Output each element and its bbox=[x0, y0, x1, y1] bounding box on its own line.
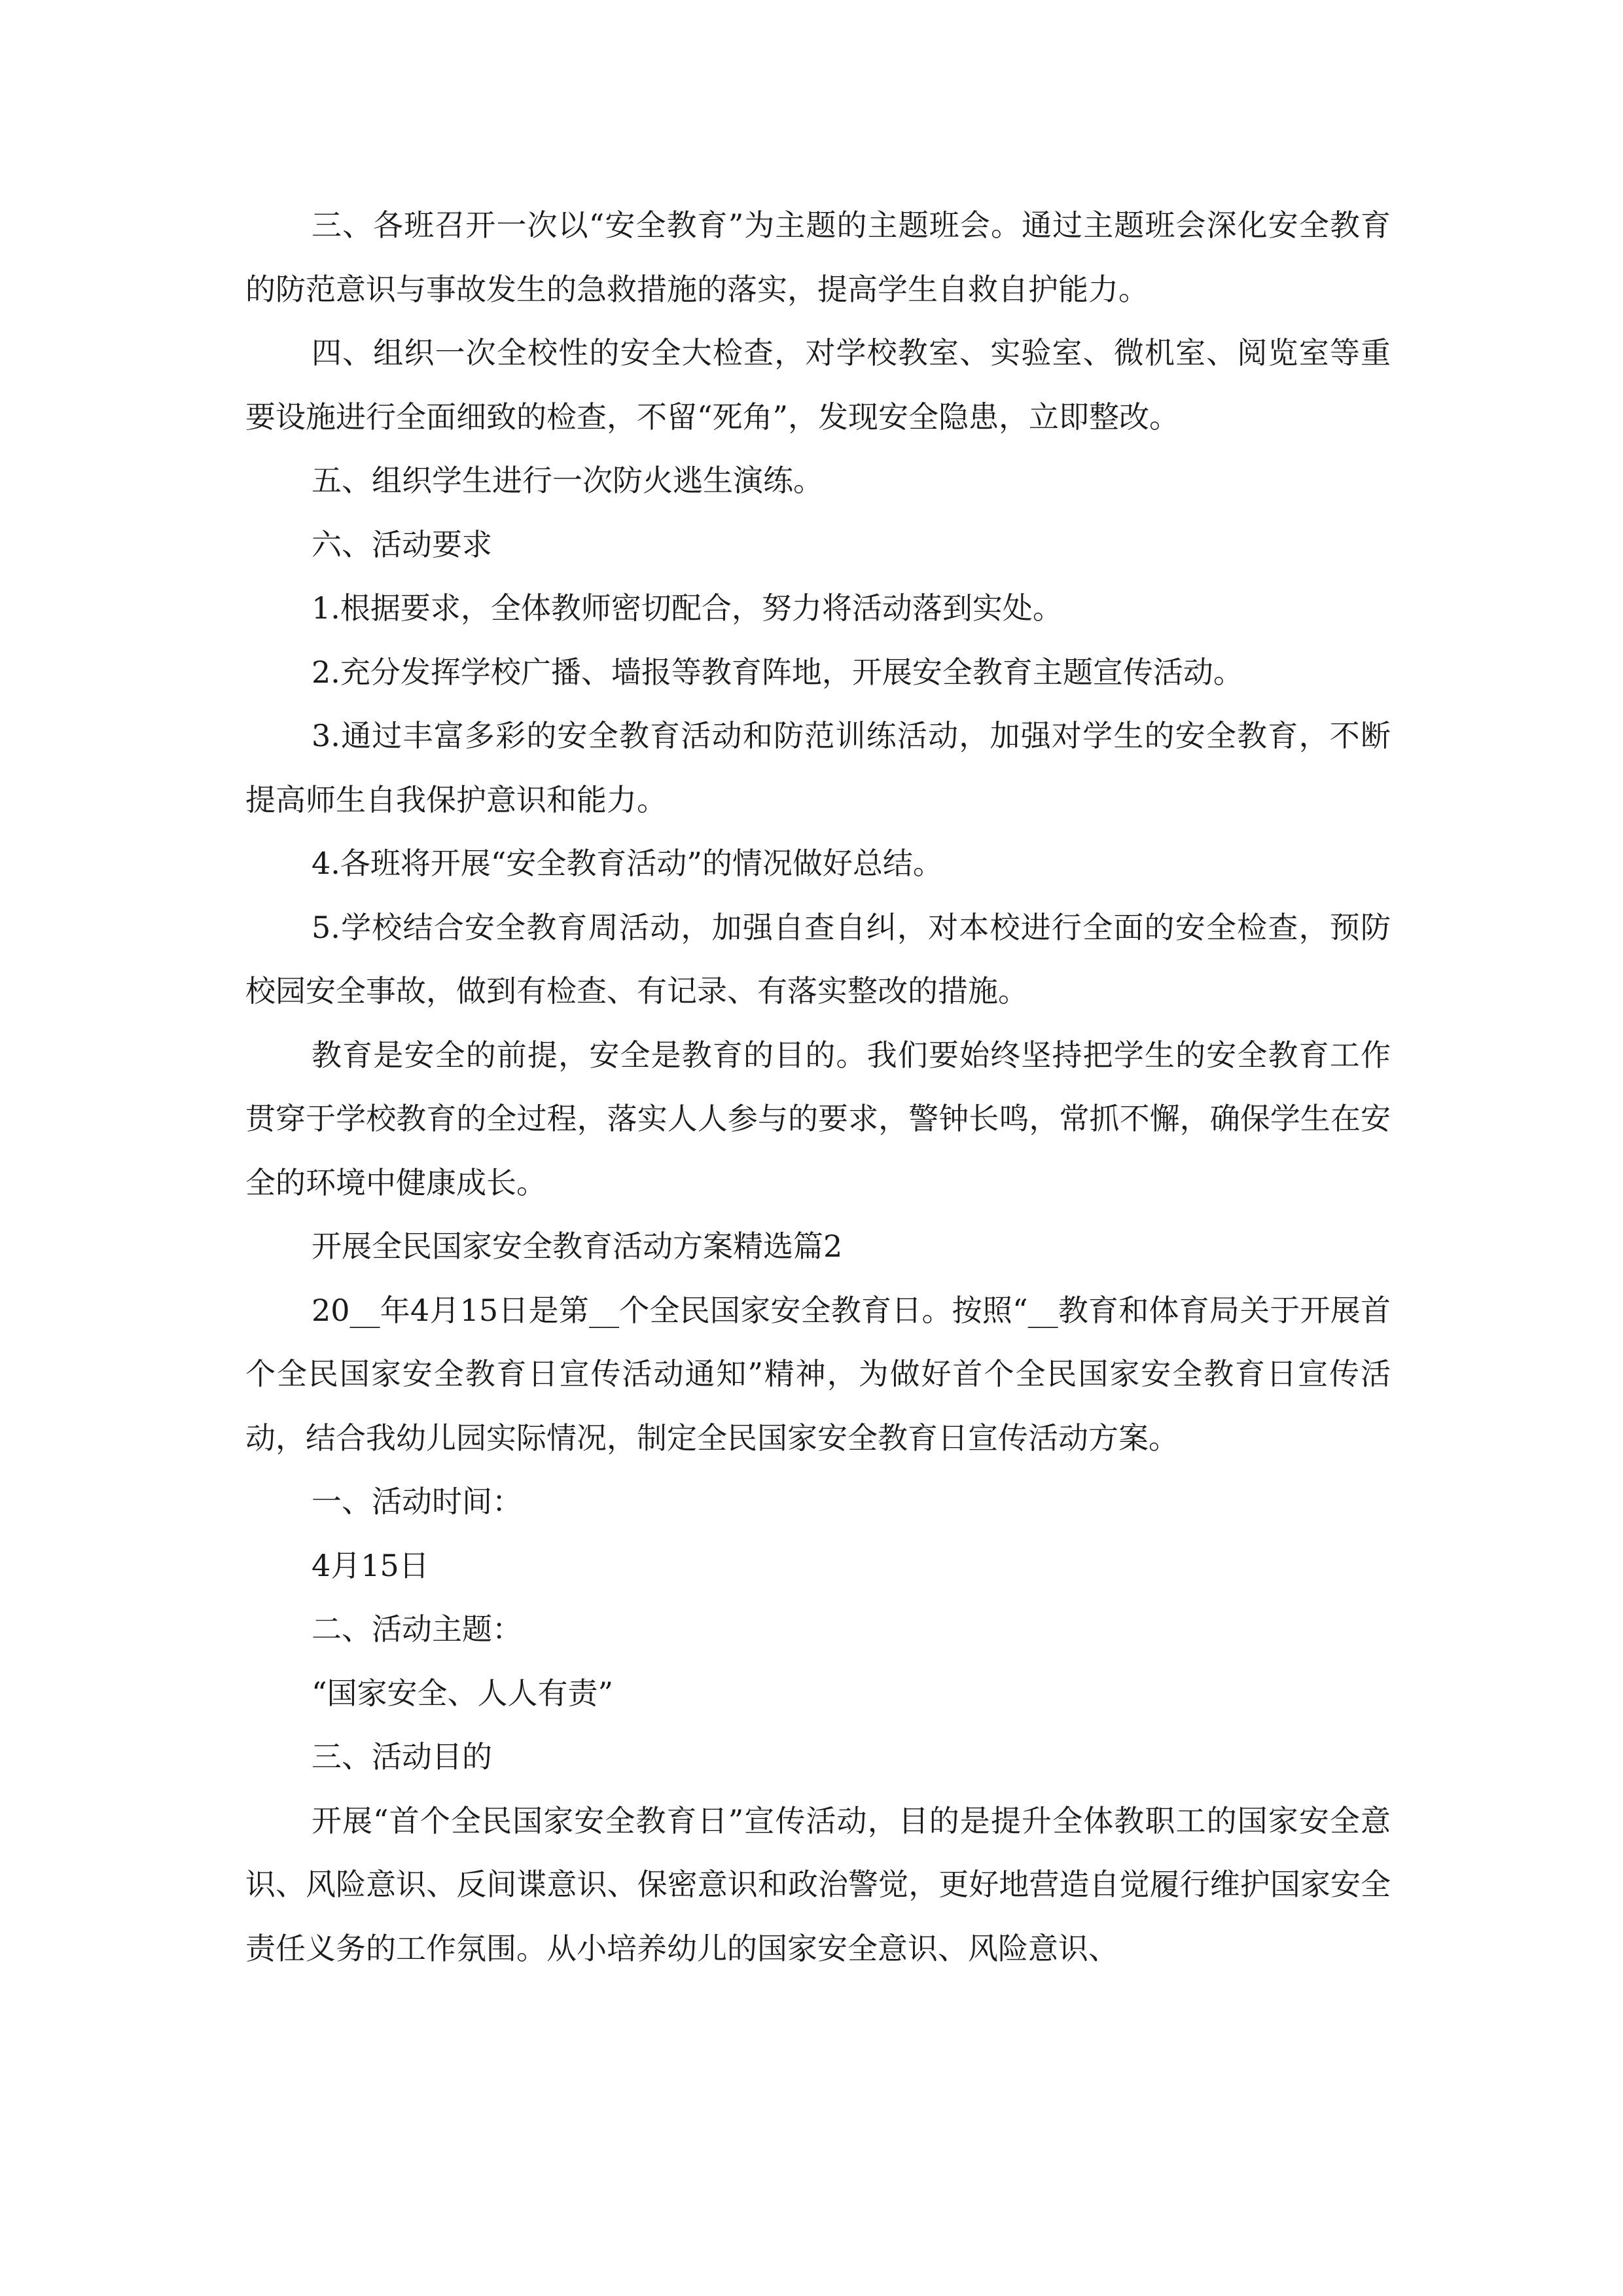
heading-activity-time: 一、活动时间： bbox=[312, 1484, 522, 1519]
paragraph-item-5-fire-drill: 五、组织学生进行一次防火逃生演练。 bbox=[312, 463, 823, 498]
closing-paragraph: 教育是安全的前提，安全是教育的目的。我们要始终坚持把学生的安全教育工作贯穿于学校教育的全过程，落实人人参与的要求，警钟长鸣，常抓不懈，确保学生在安全的环境中健康成长。 bbox=[245, 1037, 1391, 1200]
document-body bbox=[245, 194, 1391, 1981]
requirement-2: 2.充分发挥学校广播、墙报等教育阵地，开展安全教育主题宣传活动。 bbox=[312, 654, 1243, 690]
paragraph-item-4-safety-inspection: 四、组织一次全校性的安全大检查，对学校教室、实验室、微机室、阅览室等重要设施进行全面细致的检查，不留“死角”，发现安全隐患，立即整改。 bbox=[245, 335, 1391, 435]
requirement-4: 4.各班将开展“安全教育活动”的情况做好总结。 bbox=[312, 846, 943, 881]
heading-activity-purpose: 三、活动目的 bbox=[312, 1739, 492, 1774]
requirement-3: 3.通过丰富多彩的安全教育活动和防范训练活动，加强对学生的安全教育，不断提高师生自我保护意识和能力。 bbox=[245, 718, 1391, 817]
section-title-plan-2: 开展全民国家安全教育活动方案精选篇2 bbox=[312, 1229, 843, 1264]
heading-activity-theme: 二、活动主题： bbox=[312, 1611, 522, 1647]
paragraph-item-3-class-meeting: 三、各班召开一次以“安全教育”为主题的主题班会。通过主题班会深化安全教育的防范意识与事故发生的急救措施的落实，提高学生自救自护能力。 bbox=[245, 207, 1391, 307]
section-heading-requirements: 六、活动要求 bbox=[312, 526, 492, 562]
requirement-1: 1.根据要求，全体教师密切配合，努力将活动落到实处。 bbox=[312, 590, 1063, 626]
intro-paragraph: 20__年4月15日是第__个全民国家安全教育日。按照“__教育和体育局关于开展首个全民国家安全教育日宣传活动通知”精神，为做好首个全民国家安全教育日宣传活动，结合我幼儿园实际情况，制定全民国家安全教育日宣传活动方案。 bbox=[245, 1292, 1391, 1456]
requirement-5: 5.学校结合安全教育周活动，加强自查自纠，对本校进行全面的安全检查，预防校园安全事故，做到有检查、有记录、有落实整改的措施。 bbox=[245, 909, 1391, 1009]
purpose-paragraph: 开展“首个全民国家安全教育日”宣传活动，目的是提升全体教职工的国家安全意识、风险意识、反间谍意识、保密意识和政治警觉，更好地营造自觉履行维护国家安全责任义务的工作氛围。从小培养幼儿的国家安全意识、风险意识、 bbox=[245, 1803, 1391, 1966]
activity-theme: “国家安全、人人有责” bbox=[312, 1675, 614, 1711]
activity-date: 4月15日 bbox=[312, 1547, 429, 1583]
